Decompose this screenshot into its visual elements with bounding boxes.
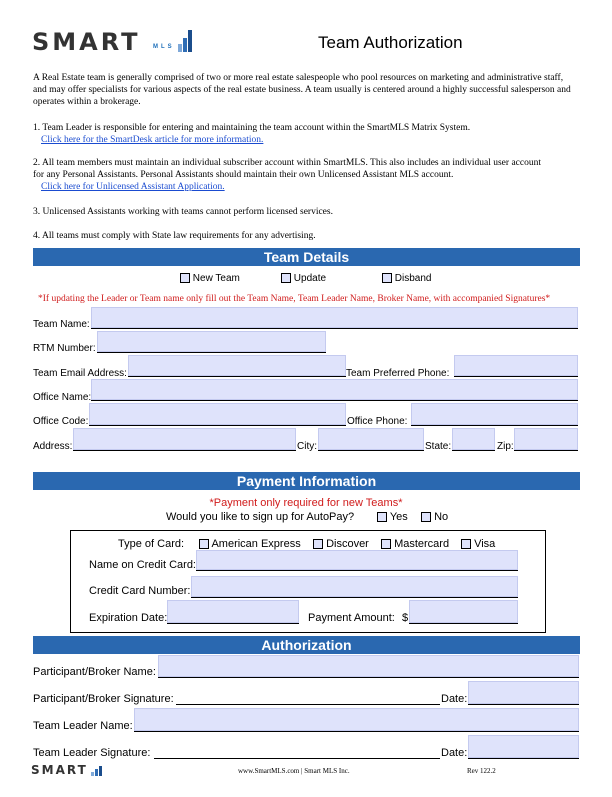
- footer-logo: [31, 763, 111, 779]
- team-name-underline: [91, 328, 578, 329]
- office-phone-underline: [411, 425, 578, 426]
- office-name-label: Office Name:: [33, 392, 92, 403]
- autopay-no-checkbox[interactable]: [421, 512, 431, 522]
- team-details-heading: Team Details: [33, 248, 580, 266]
- intro-item-4: 4. All teams must comply with State law requirements for any advertising.: [33, 231, 316, 241]
- address-underline: [73, 450, 296, 451]
- disband-option[interactable]: [382, 273, 431, 284]
- logo-bars-icon: [178, 30, 192, 52]
- new-team-checkbox[interactable]: [180, 273, 190, 283]
- broker-name-label: Participant/Broker Name:: [33, 666, 156, 678]
- leader-name-label: Team Leader Name:: [33, 720, 133, 732]
- leader-date-field[interactable]: [468, 735, 579, 758]
- city-underline: [318, 450, 424, 451]
- amex-option[interactable]: [199, 538, 301, 550]
- leader-date-underline: [468, 758, 579, 759]
- logo-sub: MLS: [153, 44, 175, 50]
- rtm-number-field[interactable]: [97, 331, 326, 352]
- rtm-number-underline: [97, 352, 326, 353]
- rtm-number-label: RTM Number:: [33, 343, 96, 354]
- intro-item-3: 3. Unlicensed Assistants working with teams cannot perform licensed services.: [33, 207, 333, 217]
- footer-revision: Rev 122.2: [467, 767, 496, 775]
- team-details-note: *If updating the Leader or Team name only fill out the Team Name, Team Leader Name, Broker Name, with accompanied Signatures*: [38, 294, 551, 304]
- team-phone-label: Team Preferred Phone:: [346, 368, 450, 379]
- broker-name-underline: [158, 677, 579, 678]
- payment-amount-underline: [409, 623, 518, 624]
- name-on-card-field[interactable]: [196, 550, 518, 570]
- name-on-card-underline: [196, 570, 518, 571]
- mastercard-checkbox[interactable]: [381, 539, 391, 549]
- intro-paragraph: A Real Estate team is generally comprised of two or more real estate salespeople who pool resources on marketing and administrative staff, and may offer specialists for various aspects of the real estate business. A team usually is centered around a highly successful salesperson and operates within a brokerage.: [33, 73, 571, 107]
- leader-name-field[interactable]: [134, 708, 579, 731]
- footer-logo-text: SMART: [31, 763, 88, 777]
- zip-field[interactable]: [514, 428, 578, 450]
- leader-signature-line[interactable]: [154, 758, 440, 759]
- city-field[interactable]: [318, 428, 424, 450]
- new-team-option[interactable]: [180, 273, 240, 284]
- broker-date-label: Date:: [441, 693, 468, 705]
- authorization-heading: Authorization: [33, 636, 580, 654]
- leader-name-underline: [134, 731, 579, 732]
- amex-label: American Express: [211, 538, 301, 550]
- logo-text: SMART: [32, 28, 141, 56]
- update-label: Update: [293, 273, 327, 284]
- intro-item-1: 1. Team Leader is responsible for entering and maintaining the team account within the SmartMLS Matrix System.: [33, 123, 471, 133]
- autopay-no-option[interactable]: [421, 511, 448, 523]
- payment-amount-field[interactable]: [409, 600, 518, 623]
- state-label: State:: [425, 441, 452, 452]
- autopay-no-label: No: [434, 511, 449, 523]
- autopay-question: Would you like to sign up for AutoPay?: [166, 511, 355, 523]
- team-name-field[interactable]: [91, 307, 578, 328]
- smartmls-logo: [32, 28, 202, 56]
- team-email-field[interactable]: [128, 355, 346, 376]
- address-label: Address:: [33, 441, 73, 452]
- autopay-yes-option[interactable]: [377, 511, 408, 523]
- office-code-field[interactable]: [89, 403, 346, 425]
- payment-amount-label: Payment Amount:: [308, 612, 395, 624]
- state-field[interactable]: [452, 428, 495, 450]
- team-email-underline: [128, 376, 346, 377]
- visa-label: Visa: [474, 538, 496, 550]
- footer-center-text: www.SmartMLS.com | Smart MLS Inc.: [238, 767, 350, 775]
- team-name-label: Team Name:: [33, 319, 90, 330]
- card-type-label: Type of Card:: [118, 538, 185, 550]
- leader-date-label: Date:: [441, 747, 468, 759]
- new-team-label: New Team: [192, 273, 240, 284]
- office-phone-field[interactable]: [411, 403, 578, 425]
- visa-checkbox[interactable]: [461, 539, 471, 549]
- footer-logo-bars-icon: [91, 766, 103, 776]
- zip-label: Zip:: [497, 441, 514, 452]
- mastercard-option[interactable]: [381, 538, 449, 550]
- office-code-underline: [89, 425, 346, 426]
- update-option[interactable]: [281, 273, 326, 284]
- office-code-label: Office Code:: [33, 416, 89, 427]
- expiration-underline: [167, 623, 299, 624]
- payment-heading: Payment Information: [33, 472, 580, 490]
- unlicensed-assistant-link[interactable]: Click here for Unlicensed Assistant Application.: [41, 182, 225, 192]
- expiration-label: Expiration Date:: [89, 612, 168, 624]
- team-phone-underline: [454, 376, 578, 377]
- disband-checkbox[interactable]: [382, 273, 392, 283]
- broker-signature-line[interactable]: [176, 704, 440, 705]
- office-phone-label: Office Phone:: [347, 416, 408, 427]
- discover-option[interactable]: [313, 538, 369, 550]
- office-name-field[interactable]: [91, 379, 578, 400]
- page-title: Team Authorization: [318, 33, 463, 52]
- zip-underline: [514, 450, 578, 451]
- card-number-underline: [191, 597, 518, 598]
- card-number-label: Credit Card Number:: [89, 585, 191, 597]
- broker-signature-label: Participant/Broker Signature:: [33, 693, 174, 705]
- expiration-field[interactable]: [167, 600, 299, 623]
- amex-checkbox[interactable]: [199, 539, 209, 549]
- mastercard-label: Mastercard: [394, 538, 450, 550]
- payment-note: *Payment only required for new Teams*: [209, 497, 403, 509]
- team-email-label: Team Email Address:: [33, 368, 127, 379]
- visa-option[interactable]: [461, 538, 495, 550]
- city-label: City:: [297, 441, 317, 452]
- update-checkbox[interactable]: [281, 273, 291, 283]
- broker-date-underline: [468, 704, 579, 705]
- state-underline: [452, 450, 495, 451]
- currency-symbol: $: [402, 612, 409, 624]
- team-phone-field[interactable]: [454, 355, 578, 376]
- card-number-field[interactable]: [191, 576, 518, 597]
- broker-date-field[interactable]: [468, 681, 579, 704]
- intro-item-2: 2. All team members must maintain an individual subscriber account within SmartMLS. This also includes an individual user account for any Personal Assistants. Personal Assistants should maintain their own Unlicensed Assistant MLS account.: [33, 158, 541, 180]
- disband-label: Disband: [394, 273, 432, 284]
- autopay-yes-checkbox[interactable]: [377, 512, 387, 522]
- discover-checkbox[interactable]: [313, 539, 323, 549]
- broker-name-field[interactable]: [158, 655, 579, 677]
- name-on-card-label: Name on Credit Card:: [89, 559, 196, 571]
- discover-label: Discover: [326, 538, 369, 550]
- leader-signature-label: Team Leader Signature:: [33, 747, 151, 759]
- smartdesk-article-link[interactable]: Click here for the SmartDesk article for more information.: [41, 135, 264, 145]
- address-field[interactable]: [73, 428, 296, 450]
- autopay-yes-label: Yes: [389, 511, 408, 523]
- office-name-underline: [91, 400, 578, 401]
